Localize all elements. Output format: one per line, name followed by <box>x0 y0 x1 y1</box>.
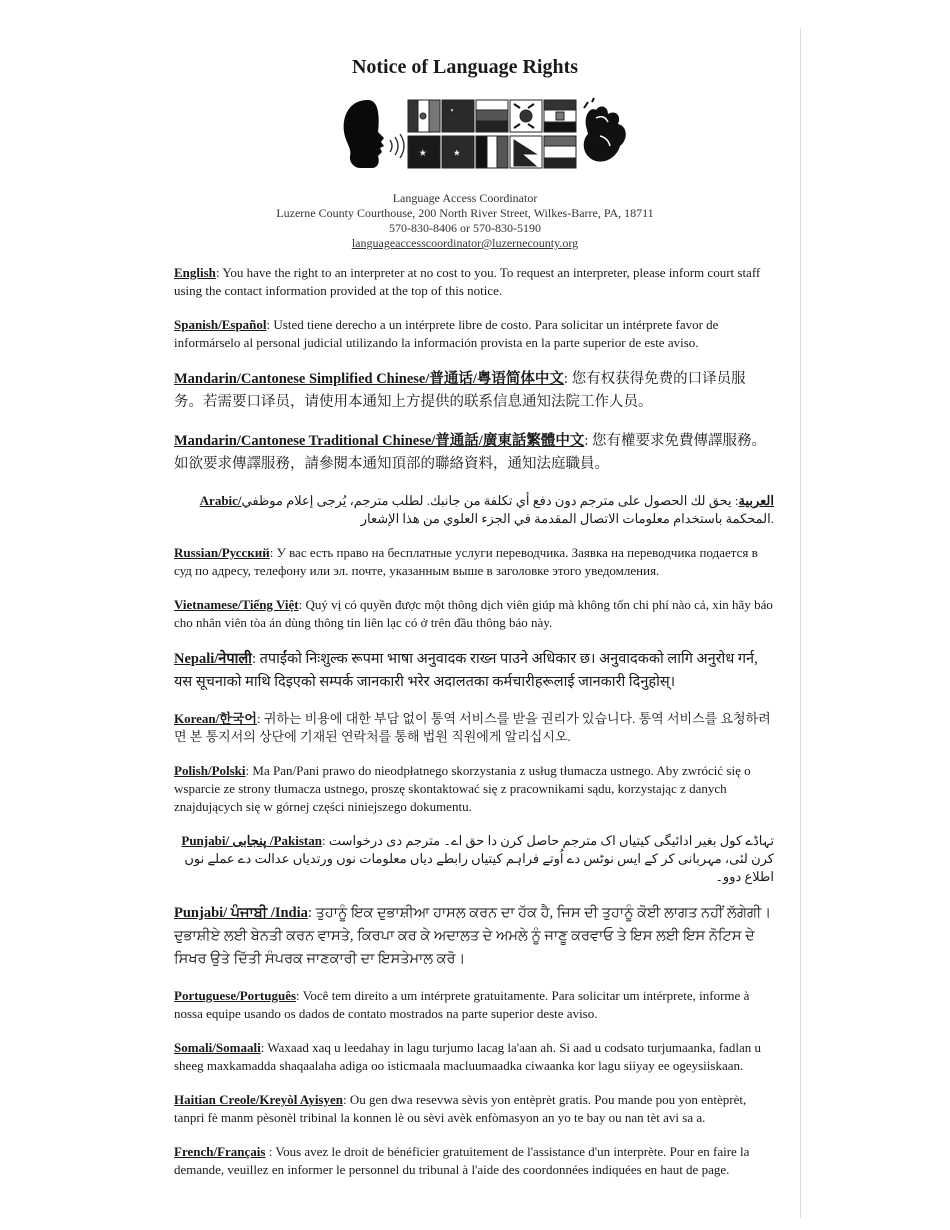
entry-arabic <box>174 492 774 528</box>
page-title: Notice of Language Rights <box>351 56 579 78</box>
contact-role: Language Access Coordinator <box>392 191 538 205</box>
entry-punjabi-india <box>174 902 774 971</box>
entry-text: Waxaad xaq u leedahay in lagu turjumo lacag la'aan ah. Si aad u codsato turjumaanka, fadlan u sheeg maxkamadda shaqaalaha adiga oo isticmaala macluumaadka ciwaanka kor lagu siiyay ee ogeysiiskaan. <box>174 1040 761 1073</box>
entry-label: Korean/한국어 <box>174 711 257 726</box>
entry-label: Mandarin/Cantonese Traditional Chinese/普通話/廣東話繁體中文 <box>174 433 585 449</box>
entry-label: English <box>174 265 216 280</box>
entry-label: Haitian Creole/Kreyòl Ayisyen <box>174 1092 343 1107</box>
entry-text: Quý vị có quyền được một thông dịch viên giúp mà không tốn chi phí nào cả, xin hãy báo cho nhân viên tòa án dùng thông tin liên lạc có ở trên đầu thông báo này. <box>174 597 773 630</box>
entry-label: Nepali/नेपाली <box>174 651 252 667</box>
language-access-logo <box>338 96 638 174</box>
entry-sep: : <box>584 433 589 449</box>
entry-sep: : <box>265 1144 273 1159</box>
entry-sep: : <box>256 711 261 726</box>
entry-french <box>174 1143 774 1179</box>
entry-english <box>174 264 774 300</box>
notice-body <box>174 264 774 1195</box>
entry-spanish <box>174 316 774 352</box>
contact-email-link[interactable]: languageaccesscoordinator@luzernecounty.org <box>351 236 579 250</box>
entry-label: French/Français <box>174 1144 266 1159</box>
flags-grid-icon <box>408 100 576 168</box>
entry-chinese-simplified <box>174 368 774 414</box>
entry-polish <box>174 762 774 816</box>
entry-sep: : <box>563 371 568 387</box>
entry-text: Vous avez le droit de bénéficier gratuitement de l'assistance d'un interprète. Pour en faire la demande, veuillez en informer le personnel du tribunal à l'aide des coordonnées indiquées en haut de page. <box>174 1144 750 1177</box>
entry-text: Você tem direito a um intérprete gratuitamente. Para solicitar um intérprete, informe à nossa equipe usando os dados de contato mostrados na parte superior deste aviso. <box>174 988 750 1021</box>
entry-label: Russian/Русский <box>174 545 270 560</box>
entry-label: Spanish/Español <box>174 317 267 332</box>
entry-text: У вас есть право на бесплатные услуги переводчика. Заявка на переводчика подается в суд по адресу, телефону или эл. почте, указанным выше в заголовке этого уведомления. <box>174 545 758 578</box>
contact-block <box>0 191 930 251</box>
entry-text: 귀하는 비용에 대한 부담 없이 통역 서비스를 받을 권리가 있습니다. 통역 서비스를 요청하려면 본 통지서의 상단에 기재된 연락처를 통해 법원 직원에게 알리십시오. <box>174 711 771 744</box>
entry-text: تہاڈے کول بغیر ادائیگی کیتیاں اک مترجم حاصل کرن دا حق اے۔ مترجم دی درخواست کرن لئی، مہربانی کر کے ایس نوٹس دے اُوتے فراہم کیتیاں رابطے دیاں معلومات نوں ورتدیاں عدالت دے عملے نوں اطلاع دوو۔ <box>184 833 774 884</box>
entry-sep: : <box>266 317 271 332</box>
entry-text: Ou gen dwa resevwa sèvis yon entèprèt gratis. Pou mande pou yon entèprèt, tanpri fè manm pèsonèl tribinal la konnen lè ou sèvi avèk enfòmasyon an yo te bay ou nan tèt avi sa a. <box>174 1092 747 1125</box>
speaking-head-icon <box>344 100 404 168</box>
entry-sep: : <box>321 833 326 848</box>
entry-label: Portuguese/Português <box>174 988 297 1003</box>
entry-sep: : <box>734 493 739 508</box>
contact-phone: 570-830-8406 or 570-830-5190 <box>389 221 541 235</box>
entry-sep: : <box>307 905 312 921</box>
entry-nepali <box>174 648 774 694</box>
entry-text: तपाईंको निःशुल्क रूपमा भाषा अनुवादक राख्न पाउने अधिकार छ। अनुवादकको लागि अनुरोध गर्न, यस सूचनाको माथि दिइएको सम्पर्क जानकारी भरेर अदालतका कर्मचारीहरूलाई जानकारी दिनुहोस्। <box>174 651 758 690</box>
entry-text: You have the right to an interpreter at no cost to you. To request an interpreter, please inform court staff using the contact information provided at the top of this notice. <box>174 265 761 298</box>
entry-text: 您有权获得免费的口译员服务。若需要口译员，请使用本通知上方提供的联系信息通知法院工作人员。 <box>174 371 746 410</box>
entry-sep: : <box>343 1092 347 1107</box>
entry-text: يحق لك الحصول على مترجم دون دفع أي تكلفة من جانبك. لطلب مترجم، يُرجى إعلام موظفي المحكمة باستخدام معلومات الاتصال المقدمة في الجزء العلوي من هذا الإشعار. <box>241 493 774 526</box>
entry-korean <box>174 710 774 746</box>
entry-label: Punjabi/ ਪੰਜਾਬੀ /India <box>174 905 308 921</box>
entry-label: Mandarin/Cantonese Simplified Chinese/普通话/粤语简体中文 <box>174 371 564 387</box>
entry-text: 您有權要求免費傳譯服務。如欲要求傳譯服務，請參閱本通知頂部的聯絡資料，通知法庭職員。 <box>174 433 766 472</box>
contact-address: Luzerne County Courthouse, 200 North River Street, Wilkes-Barre, PA, 18711 <box>276 206 654 220</box>
entry-punjabi-pakistan <box>174 832 774 886</box>
entry-russian <box>174 544 774 580</box>
entry-sep: : <box>215 265 220 280</box>
entry-sep: : <box>269 545 274 560</box>
entry-label: Polish/Polski <box>174 763 246 778</box>
entry-label: Vietnamese/Tiếng Việt <box>174 597 299 612</box>
entry-sep: : <box>260 1040 265 1055</box>
entry-somali <box>174 1039 774 1075</box>
entry-text: ਤੁਹਾਨੂੰ ਇਕ ਦੁਭਾਸ਼ੀਆ ਹਾਸਲ ਕਰਨ ਦਾ ਹੱਕ ਹੈ, ਜਿਸ ਦੀ ਤੁਹਾਨੂੰ ਕੋਈ ਲਾਗਤ ਨਹੀਂ ਲੱਗੇਗੀ। ਦੁਭਾਸ਼ੀਏ ਲਈ ਬੇਨਤੀ ਕਰਨ ਵਾਸਤੇ, ਕਿਰਪਾ ਕਰ ਕੇ ਅਦਾਲਤ ਦੇ ਅਮਲੇ ਨੂੰ ਜਾਣੂ ਕਰਵਾਓ ਤੇ ਇਸ ਲਈ ਇਸ ਨੋਟਿਸ ਦੇ ਸਿਖਰ ਉਤੇ ਦਿੱਤੀ ਸੰਪਰਕ ਜਾਣਕਾਰੀ ਦਾ ਇਸਤੇਮਾਲ ਕਰੋ। <box>174 905 772 967</box>
entry-haitian-creole <box>174 1091 774 1127</box>
entry-portuguese <box>174 987 774 1023</box>
entry-label: Arabic/العربية <box>199 493 774 508</box>
entry-chinese-traditional <box>174 430 774 476</box>
svg-text:★: ★ <box>417 145 429 160</box>
entry-sep: : <box>296 988 300 1003</box>
entry-text: Usted tiene derecho a un intérprete libre de costo. Para solicitar un intérprete favor de informárselo al personal judicial utilizando la información provista en la parte superior de este aviso. <box>174 317 719 350</box>
entry-sep: : <box>251 651 256 667</box>
entry-sep: : <box>245 763 250 778</box>
svg-text:★: ★ <box>451 145 463 160</box>
entry-label: Somali/Somaali <box>174 1040 261 1055</box>
entry-label: Punjabi/ پنجابی /Pakistan <box>181 833 322 848</box>
entry-text: Ma Pan/Pani prawo do nieodpłatnego skorzystania z usług tłumacza ustnego. Aby zwrócić się o wsparcie ze strony tłumacza ustnego, proszę skontaktować się z pracownikami sądu, korzystając z danych znajdujących się w górnej części niniejszego dokumentu. <box>174 763 751 814</box>
svg-text:★: ★ <box>448 105 457 115</box>
sign-language-hand-icon <box>584 98 626 162</box>
entry-vietnamese <box>174 596 774 632</box>
entry-sep: : <box>298 597 303 612</box>
